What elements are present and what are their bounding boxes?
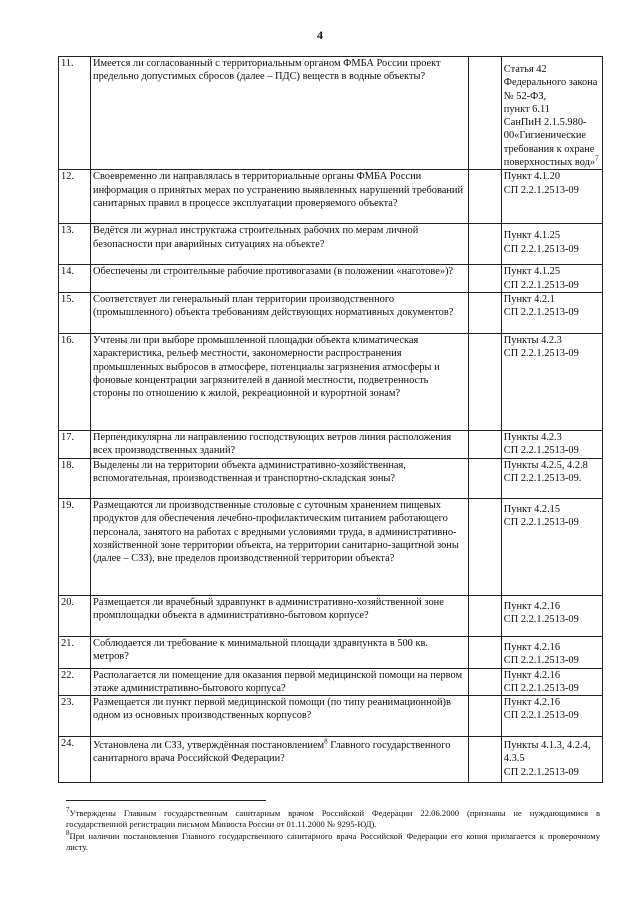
question-text: Соответствует ли генеральный план территории производственного (промышленного) объекта требованиям действующих нормативных документов? (91, 292, 469, 333)
row-number: 17. (59, 430, 91, 458)
row-number: 23. (59, 696, 91, 737)
row-number: 22. (59, 668, 91, 696)
footnote-divider (66, 800, 266, 801)
question-text-part: Главного государственного санитарного врача Российской Федерации? (93, 740, 451, 765)
check-cell[interactable] (468, 224, 501, 265)
reference-line: СП 2.2.1.2513-09 (503, 517, 579, 529)
row-number: 12. (59, 170, 91, 224)
table-row (59, 292, 603, 333)
table-row (59, 333, 603, 430)
check-cell[interactable] (468, 333, 501, 430)
question-text (91, 737, 469, 783)
table-row (59, 696, 603, 737)
reference-line: Пункт 4.1.20 (503, 171, 561, 183)
question-text: Размещаются ли производственные столовые с суточным хранением пищевых продуктов для обеспечения лечебно-профилактическим питанием работающего персонала, занятого на работах с вредными условиями труда, в административно-хозяйственной зоне территории объекта, на территории санитарно-защитной зоны (далее – СЗЗ), вне пределов производственной территории объекта? (91, 498, 469, 595)
question-text: Размещается ли врачебный здравпункт в административно-хозяйственной зоне промплощадки объекта в административно-бытовом корпусе? (91, 595, 469, 636)
reference-line: СП 2.2.1.2513-09 (503, 184, 579, 196)
row-number: 15. (59, 292, 91, 333)
row-number: 13. (59, 224, 91, 265)
footnote-text: Утверждены Главным государственным санитарным врачом Российской Федерации 22.06.2000 (признаны не нуждающимися в государственной регистрации письмом Минюста России от 01.11.2000 № 9295-ЮД). (66, 808, 600, 830)
reference-cell (501, 292, 602, 333)
row-number: 19. (59, 498, 91, 595)
reference-line: СанПиН 2.1.5.980- (503, 117, 587, 129)
check-cell[interactable] (468, 737, 501, 783)
check-cell[interactable] (468, 595, 501, 636)
question-text: Перпендикулярна ли направлению господствующих ветров линия расположения всех производственных зданий? (91, 430, 469, 458)
question-text: Соблюдается ли требование к минимальной площади здравпункта в 500 кв. метров? (91, 636, 469, 668)
reference-cell (501, 636, 602, 668)
check-cell[interactable] (468, 292, 501, 333)
reference-line: Пункт 4.2.16 (503, 600, 561, 612)
row-number: 14. (59, 265, 91, 293)
reference-line: Пункт 4.2.1 (503, 293, 555, 305)
table-row (59, 636, 603, 668)
check-cell[interactable] (468, 265, 501, 293)
question-text: Располагается ли помещение для оказания первой медицинской помощи на первом этаже административно-бытового корпуса? (91, 668, 469, 696)
question-text: Ведётся ли журнал инструктажа строительных рабочих по мерам личной безопасности при аварийных ситуациях на объекте? (91, 224, 469, 265)
check-cell[interactable] (468, 458, 501, 498)
reference-line: требования к охране (503, 143, 595, 155)
question-text: Обеспечены ли строительные рабочие противогазами (в положении «наготове»)? (91, 265, 469, 293)
reference-cell (501, 170, 602, 224)
table-row (59, 595, 603, 636)
check-cell[interactable] (468, 636, 501, 668)
table-row (59, 737, 603, 783)
footnote-mark: 7 (595, 154, 599, 163)
check-cell[interactable] (468, 57, 501, 170)
reference-line: СП 2.2.1.2513-09 (503, 348, 579, 360)
reference-cell (501, 265, 602, 293)
reference-line: СП 2.2.1.2513-09 (503, 307, 579, 319)
reference-line: Пункты 4.2.3 (503, 431, 562, 443)
footnote (66, 808, 600, 831)
reference-text: поверхностных вод» (503, 157, 596, 169)
reference-cell (501, 57, 602, 170)
reference-line: 4.3.5 (503, 753, 525, 765)
check-cell[interactable] (468, 696, 501, 737)
reference-line: № 52-ФЗ, (503, 90, 547, 102)
reference-line: Пункты 4.1.3, 4.2.4, (503, 740, 591, 752)
reference-cell (501, 224, 602, 265)
check-cell[interactable] (468, 498, 501, 595)
reference-line: Статья 42 (503, 64, 547, 75)
reference-cell (501, 595, 602, 636)
question-text: Учтены ли при выборе промышленной площадки объекта климатическая характеристика, рельеф местности, закономерности распространения промышленных выбросов в атмосфере, потенциалы загрязнения атмосферы и фоновые концентрации загрязнителей в данной местности, подветренность стороны по отношению к жилой, рекреационной и курортной зонам? (91, 333, 469, 430)
table-row (59, 170, 603, 224)
row-number: 18. (59, 458, 91, 498)
question-text: Выделены ли на территории объекта административно-хозяйственная, вспомогательная, производственная и транспортно-складская зоны? (91, 458, 469, 498)
reference-line: Пункт 4.1.25 (503, 266, 561, 278)
table-row (59, 265, 603, 293)
footnote-text: При наличии постановления Главного государственного санитарного врача Российской Федерации его копия прилагается к проверочному листу. (66, 830, 600, 853)
reference-line: СП 2.2.1.2513-09 (503, 279, 579, 291)
check-cell[interactable] (468, 668, 501, 696)
table-row (59, 668, 603, 696)
reference-cell (501, 430, 602, 458)
question-text: Имеется ли согласованный с территориальным органом ФМБА России проект предельно допустимых сбросов (далее – ПДС) веществ в водные объекты? (91, 57, 469, 170)
reference-line: Пункт 4.2.16 (503, 697, 561, 709)
reference-line: Федерального закона (503, 77, 598, 89)
reference-cell (501, 458, 602, 498)
question-text-part: Установлена ли СЗЗ, утверждённая постановлением (93, 740, 325, 752)
reference-line: Пункт 4.2.16 (503, 669, 561, 681)
reference-line: Пункт 4.1.25 (503, 230, 561, 242)
question-text: Размещается ли пункт первой медицинской помощи (по типу реанимационной)в одном из основных производственных корпусов? (91, 696, 469, 737)
reference-line: СП 2.2.1.2513-09 (503, 445, 579, 457)
table-row (59, 57, 603, 170)
table-row (59, 458, 603, 498)
reference-line: пункт 6.11 (503, 103, 550, 115)
footnote-mark: 8 (66, 828, 70, 837)
reference-line: 00«Гигиенические (503, 130, 587, 142)
reference-line: Пункты 4.2.5, 4.2.8 (503, 459, 588, 471)
reference-cell (501, 333, 602, 430)
footnote-mark: 8 (324, 737, 328, 746)
reference-line: Пункт 4.2.16 (503, 641, 561, 653)
table-row (59, 498, 603, 595)
reference-line: Пункт 4.2.15 (503, 503, 561, 515)
table-row (59, 224, 603, 265)
row-number: 16. (59, 333, 91, 430)
row-number: 20. (59, 595, 91, 636)
reference-cell (501, 498, 602, 595)
footnotes (66, 808, 600, 854)
reference-line: СП 2.2.1.2513-09 (503, 243, 579, 255)
page-number: 4 (317, 28, 323, 42)
reference-cell (501, 696, 602, 737)
checklist-body (59, 57, 603, 783)
reference-line (504, 156, 600, 169)
reference-line: СП 2.2.1.2513-09 (503, 766, 579, 778)
reference-line: СП 2.2.1.2513-09 (503, 710, 579, 722)
table-row (59, 430, 603, 458)
row-number: 24. (59, 737, 91, 783)
row-number: 11. (59, 57, 91, 170)
reference-cell (501, 737, 602, 783)
reference-line: СП 2.2.1.2513-09 (503, 614, 579, 626)
checklist-table (58, 56, 603, 783)
check-cell[interactable] (468, 430, 501, 458)
footnote-mark: 7 (66, 806, 70, 815)
reference-line: СП 2.2.1.2513-09 (503, 655, 579, 667)
check-cell[interactable] (468, 170, 501, 224)
row-number: 21. (59, 636, 91, 668)
footnote (66, 828, 600, 854)
reference-line: СП 2.2.1.2513-09 (503, 682, 579, 694)
question-text: Своевременно ли направлялась в территориальные органы ФМБА России информация о принятых мерах по устранению выявленных нарушений требований санитарных правил в процессе эксплуатации проверяемого объекта? (91, 170, 469, 224)
reference-line: СП 2.2.1.2513-09. (503, 473, 582, 485)
reference-line: Пункты 4.2.3 (503, 334, 562, 346)
reference-cell (501, 668, 602, 696)
